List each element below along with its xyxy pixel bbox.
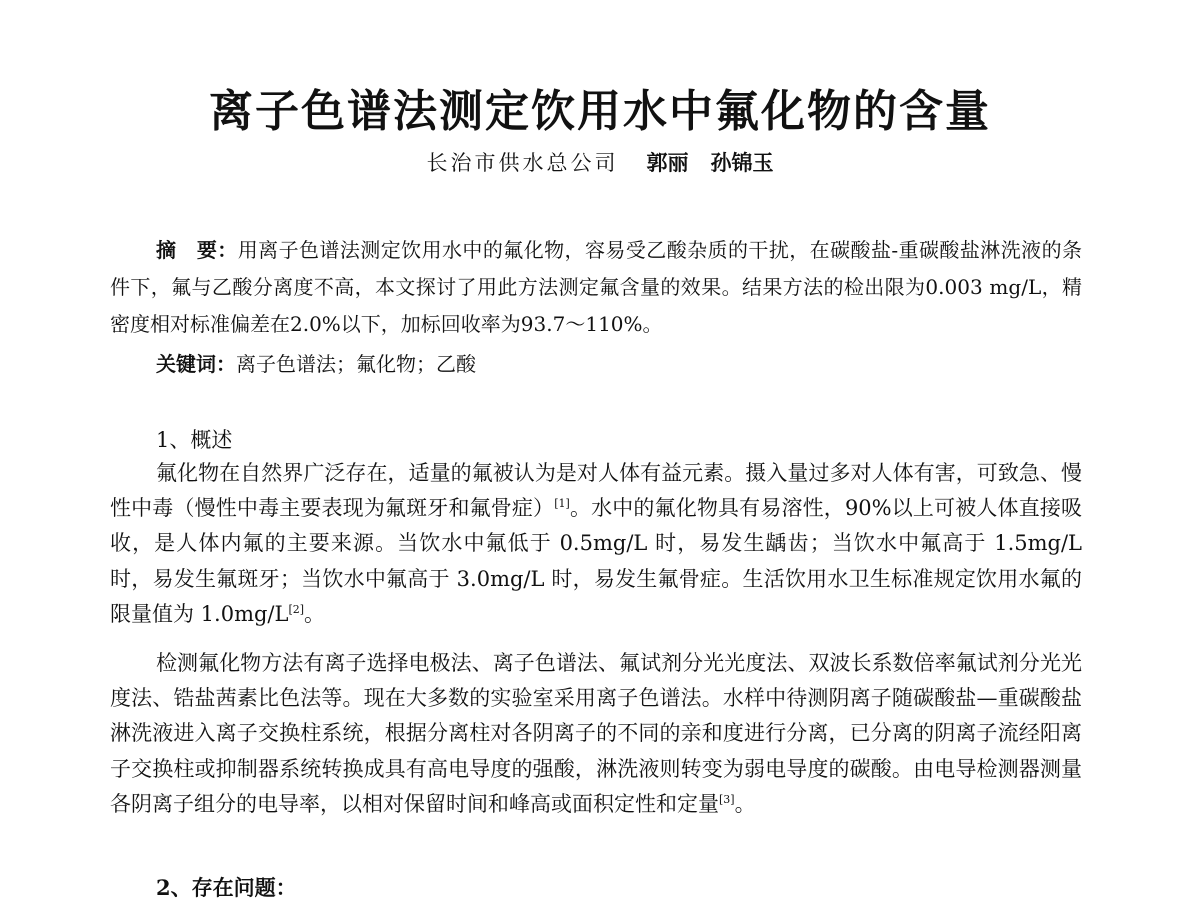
section-1-heading: 1、概述: [156, 428, 233, 452]
abstract-text: 用离子色谱法测定饮用水中的氟化物，容易受乙酸杂质的干扰，在碳酸盐-重碳酸盐淋洗液的条件下，氟与乙酸分离度不高，本文探讨了用此方法测定氟含量的效果。结果方法的检出限为0.003 mg/L，精密度相对标准偏差在2.0%以下，加标回收率为93.7～110%。: [110, 238, 1083, 336]
section-1-paragraph-2: [110, 646, 1082, 822]
paper-title: 离子色谱法测定饮用水中氟化物的含量: [209, 86, 991, 137]
paragraph-1-part-a: 氟化物在自然界广泛存在，适量的氟被认为是对人体有益元素。摄入量过多对人体有害，可致急、慢性中毒（慢性中毒主要表现为氟斑牙和氟骨症）: [110, 461, 1082, 521]
citation-1: [1]: [554, 497, 570, 511]
keywords-text: 离子色谱法；氟化物；乙酸: [236, 352, 476, 376]
author-names: 郭丽 孙锦玉: [646, 150, 774, 175]
citation-3: [3]: [719, 792, 735, 806]
section-1-paragraph-1: [110, 456, 1082, 632]
paragraph-1-part-b: 。水中的氟化物具有易溶性，90%以上可被人体直接吸收，是人体内氟的主要来源。当饮水中氟低于 0.5mg/L 时，易发生龋齿；当饮水中氟高于 1.5mg/L 时，易发生氟斑牙；当饮水中氟高于 3.0mg/L 时，易发生氟骨症。生活饮用水卫生标准规定饮用水氟的限量值为 1.0mg/L: [110, 496, 1082, 626]
keywords-label: 关键词：: [156, 352, 236, 376]
abstract-label: 摘 要：: [156, 238, 238, 262]
paragraph-2-part-a: 检测氟化物方法有离子选择电极法、离子色谱法、氟试剂分光光度法、双波长系数倍率氟试剂分光光度法、锆盐茜素比色法等。现在大多数的实验室采用离子色谱法。水样中待测阴离子随碳酸盐—重碳酸盐淋洗液进入离子交换柱系统，根据分离柱对各阴离子的不同的亲和度进行分离，已分离的阴离子流经阳离子交换柱或抑制器系统转换成具有高电导度的强酸，淋洗液则转变为弱电导度的碳酸。由电导检测器测量各阴离子组分的电导率，以相对保留时间和峰高或面积定性和定量: [110, 651, 1082, 816]
author-line: [0, 148, 1200, 178]
section-2-heading: 2、存在问题：: [156, 875, 297, 900]
keywords: [156, 346, 476, 383]
author-organization: 长治市供水总公司: [426, 151, 619, 175]
citation-2: [2]: [288, 602, 305, 616]
abstract: [110, 232, 1082, 343]
paragraph-1-part-c: 。: [304, 601, 326, 626]
paragraph-2-part-b: 。: [734, 791, 756, 816]
